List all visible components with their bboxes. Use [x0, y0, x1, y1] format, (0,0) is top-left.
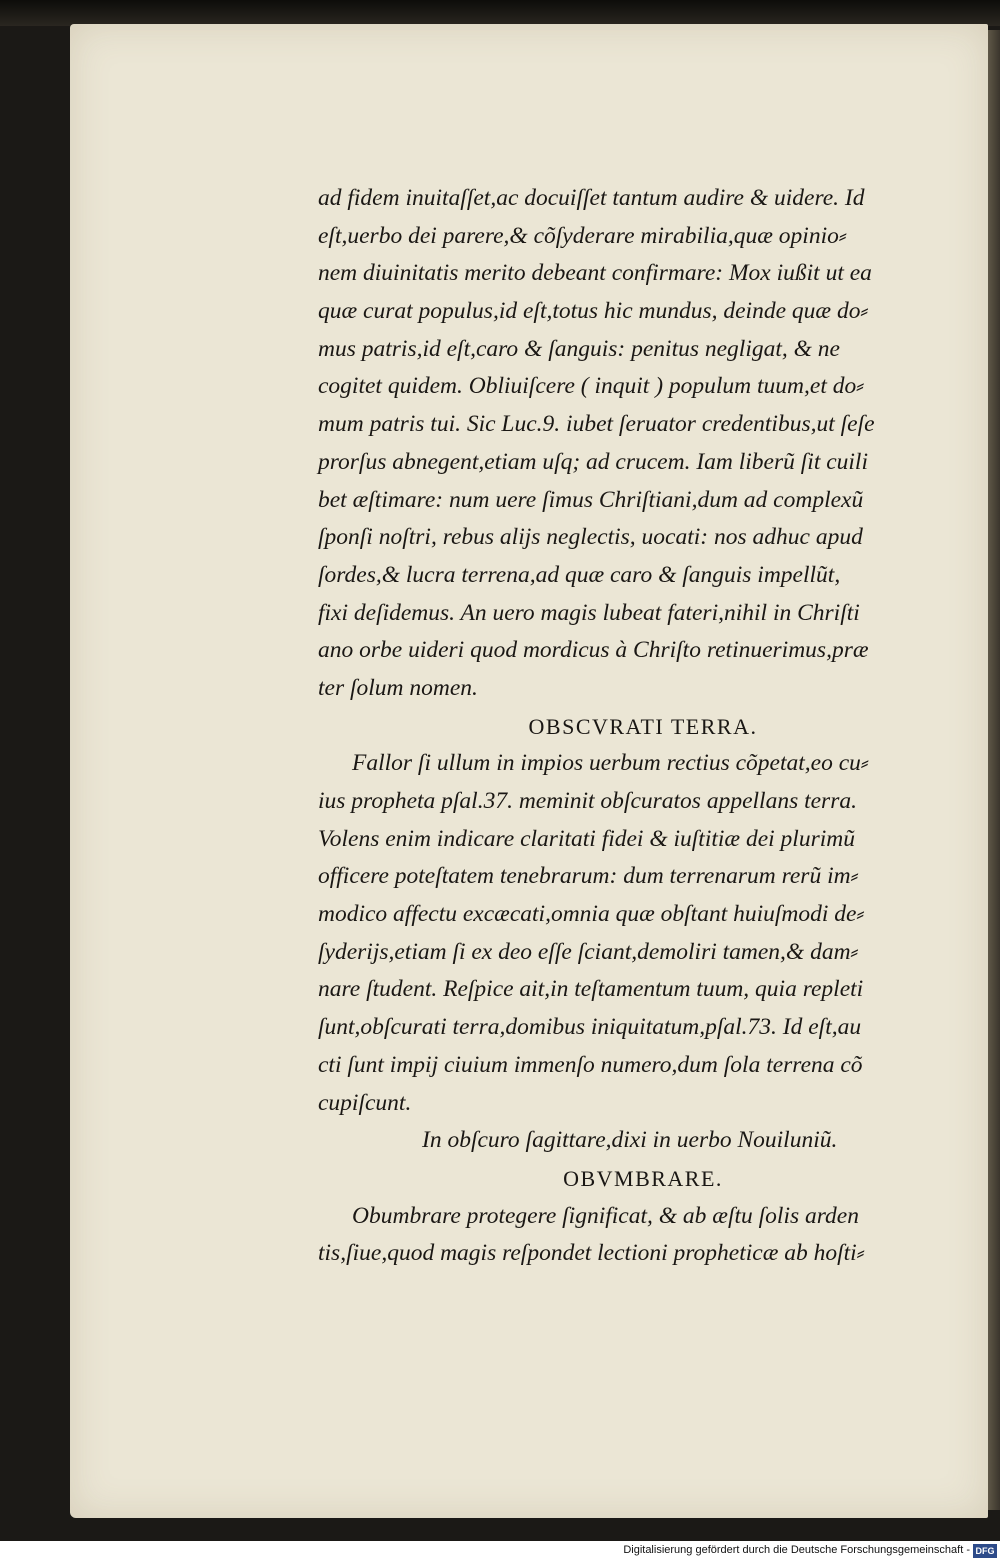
section-heading: OBSCVRATI TERRA.: [528, 713, 758, 739]
text-line: nem diuinitatis merito debeant confirmare: Mox iußit ut ea: [318, 260, 872, 287]
text-line: eſt,uerbo dei parere,& cõſyderare mirabilia,quæ opinio⸗: [318, 222, 847, 249]
text-line: ano orbe uideri quod mordicus à Chriſto retinuerimus,præ: [318, 637, 869, 664]
cross-reference: In obſcuro ſagittare,dixi in uerbo Nouiluniũ.: [422, 1127, 838, 1154]
text-line: quæ curat populus,id eſt,totus hic mundus, deinde quæ do⸗: [318, 298, 869, 325]
text-line: ſunt,obſcurati terra,domibus iniquitatum,pſal.73. Id eſt,au: [318, 1014, 862, 1041]
text-line: ius propheta pſal.37. meminit obſcuratos appellans terra.: [318, 788, 857, 814]
scan-top-edge: [0, 0, 1000, 26]
text-line: cogitet quidem. Obliuiſcere ( inquit ) populum tuum,et do⸗: [318, 373, 865, 400]
dfg-logo: DFG: [973, 1544, 997, 1558]
text-line: ſyderijs,etiam ſi ex deo eſſe ſciant,demoliri tamen,& dam⸗: [318, 938, 859, 965]
text-line: mum patris tui. Sic Luc.9. iubet ſeruator credentibus,ut ſeſe: [318, 411, 875, 438]
text-line: Fallor ſi ullum in impios uerbum rectius cõpetat,eo cu⸗: [352, 750, 869, 777]
text-line: tis,ſiue,quod magis reſpondet lectioni propheticæ ab hoſti⸗: [318, 1240, 865, 1267]
text-line: cupiſcunt.: [318, 1089, 412, 1116]
text-line: modico affectu excæcati,omnia quæ obſtant huiuſmodi de⸗: [318, 901, 865, 928]
text-line: ter ſolum nomen.: [318, 674, 478, 701]
text-line: ſponſi noſtri, rebus alijs neglectis, uocati: nos adhuc apud: [318, 524, 863, 551]
text-line: nare ſtudent. Reſpice ait,in teſtamentum tuum, quia repleti: [318, 976, 864, 1003]
text-line: Volens enim indicare claritati fidei & iuſtitiæ dei plurimũ: [318, 825, 855, 852]
text-line: officere poteſtatem tenebrarum: dum terrenarum rerũ im⸗: [318, 863, 859, 890]
text-line: prorſus abnegent,etiam uſq; ad crucem. Iam liberũ ſit cuili: [318, 448, 868, 475]
text-line: fixi deſidemus. An uero magis lubeat fateri,nihil in Chriſti: [318, 599, 860, 626]
section-heading: OBVMBRARE.: [563, 1165, 723, 1191]
text-line: cti ſunt impij ciuium immenſo numero,dum ſola terrena cõ: [318, 1051, 863, 1078]
text-line: bet æſtimare: num uere ſimus Chriſtiani,dum ad complexũ: [318, 486, 864, 513]
page-text: [318, 180, 968, 1273]
text-line: Obumbrare protegere ſignificat, & ab æſtu ſolis arden: [352, 1202, 859, 1229]
text-line: ſordes,& lucra terrena,ad quæ caro & ſanguis impellũt,: [318, 561, 841, 588]
footer-credit: Digitalisierung gefördert durch die Deutsche Forschungsgemeinschaft -: [623, 1544, 970, 1556]
text-line: ad fidem inuitaſſet,ac docuiſſet tantum audire & uidere. Id: [318, 185, 865, 211]
text-line: mus patris,id eſt,caro & ſanguis: penitus negligat, & ne: [318, 335, 840, 362]
digitization-footer: [0, 1541, 1000, 1561]
